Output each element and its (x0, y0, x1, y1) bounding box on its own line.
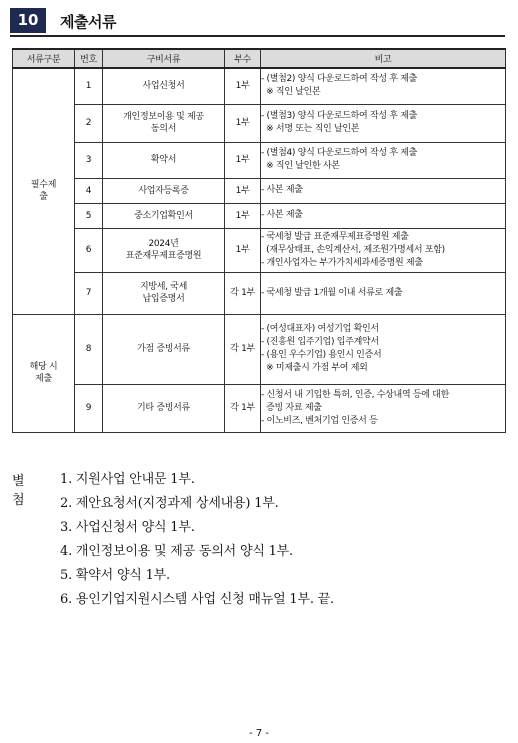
number-cell: 6 (75, 228, 103, 272)
notes-cell (261, 68, 506, 104)
note-line: - 국세청 발급 표준재무제표증명원 제출 (261, 231, 409, 242)
document-cell (103, 178, 225, 203)
notes-cell (261, 314, 506, 384)
note-line: ※ 미제출시 가점 부여 제외 (261, 363, 368, 373)
document-name-line: 확약서 (150, 155, 177, 165)
note-line: - (여성대표자) 여성기업 확인서 (261, 324, 379, 334)
note-line: - 개인사업자는 부가가치세과세증명원 제출 (261, 257, 423, 268)
document-name-line: 가점 증빙서류 (137, 344, 190, 354)
notes-cell (261, 272, 506, 314)
section-title: 제출서류 (60, 13, 116, 31)
note-line: - (진흥원 입주기업) 입주계약서 (261, 337, 379, 347)
notes-cell (261, 142, 506, 178)
table-row (13, 272, 506, 314)
document-name-line: 표준재무제표증명원 (125, 251, 202, 261)
document-name-line: 사업자등록증 (138, 185, 189, 196)
number-cell: 5 (75, 203, 103, 228)
count-cell: 각 1부 (225, 314, 261, 384)
note-line: - 사본 제출 (261, 185, 303, 195)
document-name-line: 기타 증빙서류 (137, 403, 190, 413)
note-line: 증빙 자료 제출 (261, 402, 322, 413)
notes-cell (261, 228, 506, 272)
table-row (13, 228, 506, 272)
note-line: - (별첨2) 양식 다운로드하여 작성 후 제출 (261, 74, 418, 85)
number-cell: 8 (75, 314, 103, 384)
page-number: - 7 - (249, 728, 269, 739)
count-cell: 1부 (225, 203, 261, 228)
count-cell: 1부 (225, 104, 261, 142)
document-cell (103, 68, 225, 104)
table-row (13, 142, 506, 178)
attachment-item: 1. 지원사업 안내문 1부. (60, 472, 195, 487)
note-line: - 사본 제출 (261, 210, 303, 220)
document-cell (103, 384, 225, 432)
count-cell: 각 1부 (225, 272, 261, 314)
attachment-item: 4. 개인정보이용 및 제공 동의서 양식 1부. (60, 544, 293, 559)
document-name-line: 지방세, 국세 (139, 282, 188, 292)
notes-cell (261, 384, 506, 432)
number-cell: 1 (75, 68, 103, 104)
count-cell: 각 1부 (225, 384, 261, 432)
documents-table (12, 48, 506, 433)
document-cell (103, 104, 225, 142)
document-cell (103, 142, 225, 178)
number-cell: 3 (75, 142, 103, 178)
note-line: (재무상태표, 손익계산서, 제조원가명세서 포함) (261, 244, 445, 255)
note-line: - 이노비즈, 벤처기업 인증서 등 (261, 415, 378, 426)
document-cell (103, 272, 225, 314)
attachments-label: 별첨 (12, 474, 25, 508)
note-line: - 국세청 발급 1개월 이내 서류로 제출 (261, 287, 403, 298)
note-line: ※ 직인 날인한 사본 (261, 161, 340, 171)
document-cell (103, 228, 225, 272)
attachment-item: 3. 사업신청서 양식 1부. (60, 520, 195, 535)
document-name-line: 2024년 (148, 239, 179, 249)
table-row (13, 68, 506, 104)
header-notes: 비고 (261, 49, 506, 68)
count-cell: 1부 (225, 68, 261, 104)
table-row (13, 384, 506, 432)
header-count: 부수 (225, 49, 261, 68)
table-header-row (13, 49, 506, 68)
note-line: - 신청서 내 기입한 특허, 인증, 수상내역 등에 대한 (261, 389, 450, 400)
header-document: 구비서류 (103, 49, 225, 68)
number-cell: 4 (75, 178, 103, 203)
count-cell: 1부 (225, 142, 261, 178)
document-name-line: 납입증명서 (142, 294, 185, 304)
table-body (13, 68, 506, 432)
header-category: 서류구분 (13, 49, 75, 68)
document-name-line: 사업신청서 (142, 81, 185, 92)
category-cell: 해당 시 제출 (13, 314, 75, 432)
note-line: ※ 서명 또는 직인 날인본 (261, 124, 360, 134)
note-line: ※ 직인 날인본 (261, 87, 321, 98)
number-cell: 9 (75, 384, 103, 432)
header-number: 번호 (75, 49, 103, 68)
attachment-item: 5. 확약서 양식 1부. (60, 568, 170, 583)
document-name-line: 중소기업확인서 (134, 210, 193, 221)
number-cell: 2 (75, 104, 103, 142)
attachment-item: 2. 제안요청서(지정과제 상세내용) 1부. (60, 496, 279, 511)
notes-cell (261, 178, 506, 203)
section-rule (10, 35, 505, 37)
notes-cell (261, 203, 506, 228)
note-line: - (용인 우수기업) 용인시 인증서 (261, 350, 382, 360)
table-row (13, 203, 506, 228)
category-cell: 필수제출 (13, 68, 75, 314)
document-name-line: 동의서 (150, 124, 177, 134)
document-cell (103, 314, 225, 384)
count-cell: 1부 (225, 178, 261, 203)
document-name-line: 개인정보이용 및 제공 (123, 112, 204, 122)
note-line: - (별첨3) 양식 다운로드하여 작성 후 제출 (261, 111, 418, 121)
section-number: 10 (10, 8, 46, 33)
table-row (13, 104, 506, 142)
note-line: - (별첨4) 양식 다운로드하여 작성 후 제출 (261, 148, 418, 158)
attachment-item: 6. 용인기업지원시스템 사업 신청 매뉴얼 1부. 끝. (60, 592, 334, 607)
number-cell: 7 (75, 272, 103, 314)
section-header (10, 8, 505, 35)
document-cell (103, 203, 225, 228)
count-cell: 1부 (225, 228, 261, 272)
notes-cell (261, 104, 506, 142)
table-row (13, 178, 506, 203)
table-row (13, 314, 506, 384)
